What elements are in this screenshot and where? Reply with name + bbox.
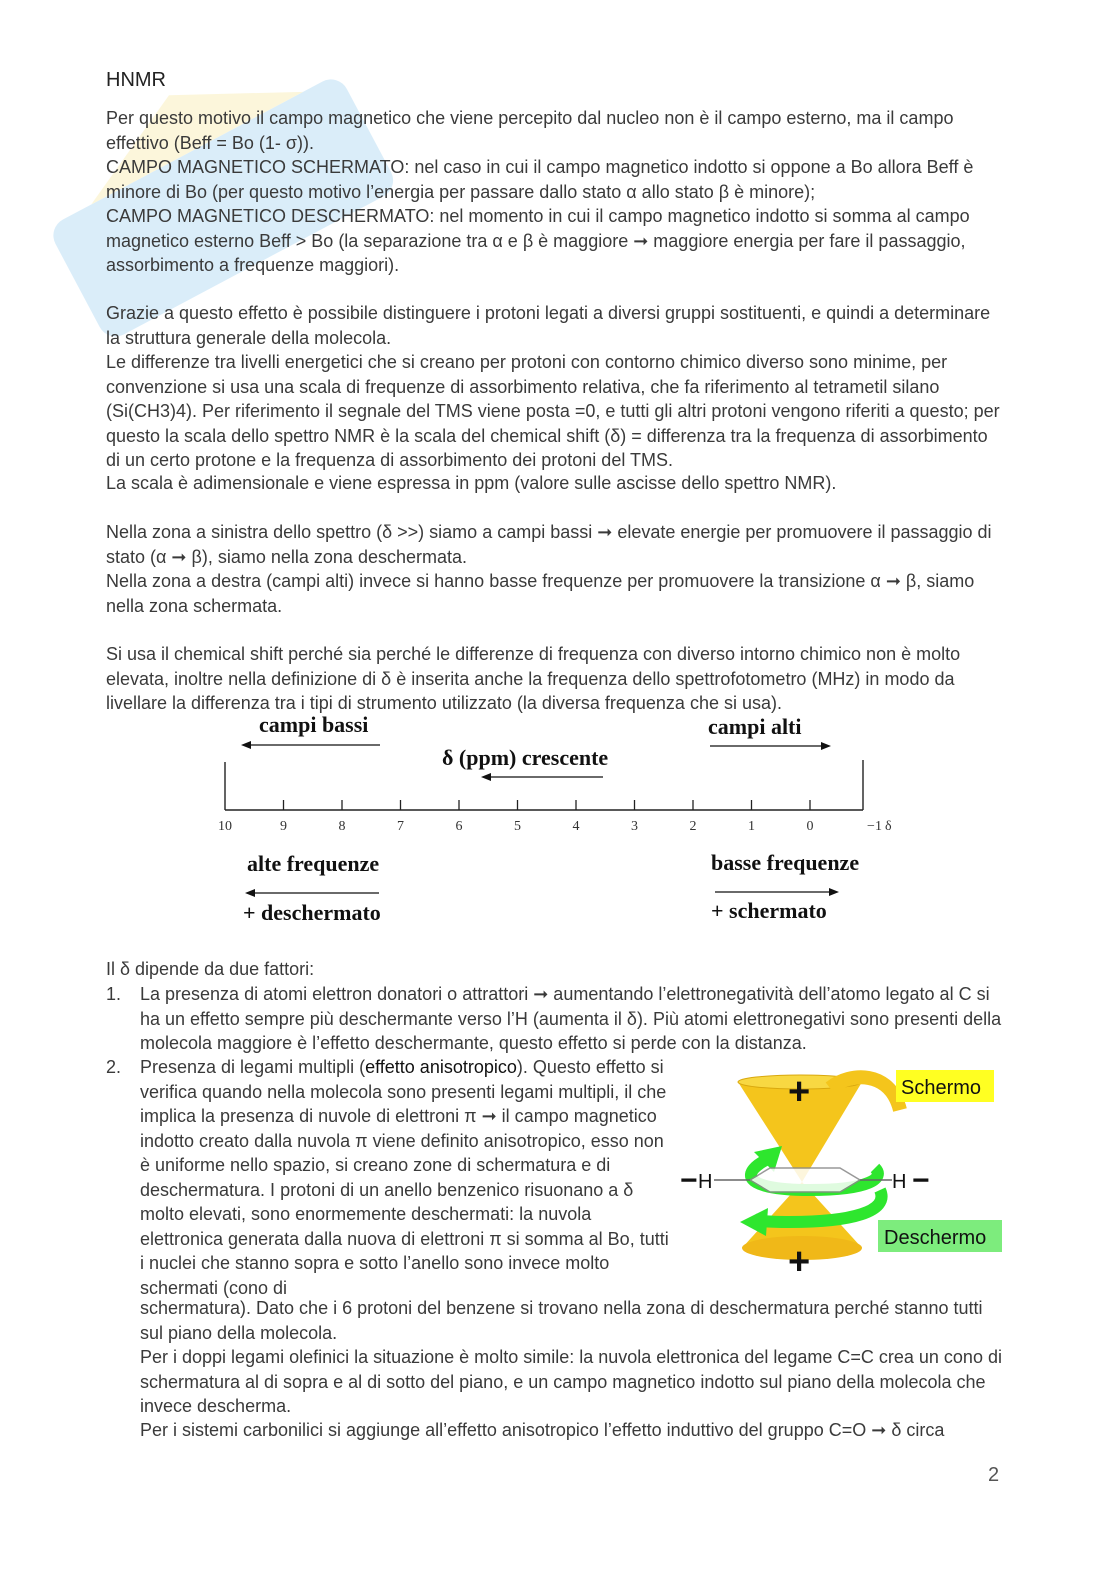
- scale-tick-label: 7: [397, 819, 404, 834]
- arrowhead-alte-frequenze: [245, 889, 255, 897]
- scale-tick-label: 3: [631, 819, 638, 834]
- paragraph-struttura: Grazie a questo effetto è possibile distinguere i protoni legati a diversi gruppi sostituenti, e quindi a determinare la struttura generale della molecola.: [106, 303, 991, 348]
- paragraph-zona-destra: Nella zona a destra (campi alti) invece si hanno basse frequenze per promuovere la transizione α ➞ β, siamo nella zona schermata.: [106, 571, 975, 616]
- list-item-olefinic: Per i doppi legami olefinici la situazione è molto simile: la nuvola elettronica del legame C=C crea un cono di schermatura al di sopra e al di sotto del piano, e un campo magnetico indotto sul piano della molecola che invece descherma.: [140, 1347, 1002, 1416]
- anisotropic-text-pre: Presenza di legami multipli (: [140, 1057, 366, 1077]
- schermo-label: Schermo: [901, 1077, 982, 1099]
- list-item-anisotropic-cont: schermatura). Dato che i 6 protoni del benzene si trovano nella zona di deschermatura perché stanno tutti sul piano della molecola.: [140, 1298, 983, 1343]
- arrowhead-campi-alti: [821, 742, 831, 750]
- paragraph-campo-effettivo: Per questo motivo il campo magnetico che viene percepito dal nucleo non è il campo esterno, ma il campo effettivo (Beff = Bo (1- σ)).: [106, 108, 954, 153]
- scale-tick-label: 9: [280, 819, 287, 834]
- label-alte-frequenze: alte frequenze: [247, 851, 380, 876]
- anisotropy-figure: [680, 1060, 1010, 1285]
- list-number-2: 2.: [106, 1057, 122, 1077]
- plus-top: +: [788, 1071, 811, 1113]
- label-delta-crescente: δ (ppm) crescente: [442, 745, 609, 770]
- scale-tick-label: 0: [806, 819, 814, 834]
- axis-symbol: δ: [885, 819, 892, 834]
- h-left: H: [698, 1171, 713, 1193]
- page-number: 2: [988, 1464, 1000, 1486]
- scale-tick-label: −1: [867, 819, 882, 834]
- minus-left: −: [680, 1164, 698, 1197]
- label-basse-frequenze: basse frequenze: [711, 850, 860, 875]
- lower-green-arrowhead: [740, 1208, 768, 1236]
- plus-bottom: +: [788, 1241, 811, 1283]
- label-schermato: + schermato: [711, 898, 827, 923]
- scale-tick-label: 4: [572, 819, 580, 834]
- minus-right: −: [912, 1164, 930, 1197]
- label-campi-bassi: campi bassi: [259, 712, 369, 737]
- h-right: H: [892, 1171, 907, 1193]
- list-item-anisotropic: [140, 1055, 676, 1300]
- paragraph-fattori: Il δ dipende da due fattori:: [106, 959, 315, 979]
- paragraph-zona-sinistra: Nella zona a sinistra dello spettro (δ >>) siamo a campi bassi ➞ elevate energie per promuovere il passaggio di stato (α ➞ β), siamo nella zona deschermata.: [106, 522, 992, 567]
- paragraph-chemical-shift: Si usa il chemical shift perché sia perché le differenze di frequenza con diverso intorno chimico non è molto elevata, inoltre nella definizione di δ è inserita anche la frequenza dello spettrofotometro (MHz) in modo da livellare la differenza tra i tipi di strumento utilizzato (la diversa frequenza che si usa).: [106, 644, 961, 713]
- arrowhead-basse-frequenze: [829, 888, 839, 896]
- scale-tick-label: 10: [218, 819, 232, 834]
- deschermo-label: Deschermo: [884, 1227, 987, 1249]
- paragraph-ppm: La scala è adimensionale e viene espressa in ppm (valore sulle ascisse dello spettro NMR).: [106, 473, 837, 493]
- scale-tick-label: 5: [514, 819, 521, 834]
- arrowhead-delta-crescente: [481, 773, 491, 781]
- list-number-1: 1.: [106, 984, 122, 1004]
- anisotropic-text-post: ). Questo effetto si verifica quando nella molecola sono presenti legami multipli, il che implica la presenza di nuvole di elettroni π ➞ il campo magnetico indotto creato dalla nuvola π viene definito anisotropico, esso non è uniforme nello spazio, si creano zone di schermatura e di deschermatura. I protoni di un anello benzenico risuonano a δ molto elevati, sono enormemente deschermati: la nuvola elettronica generata dalla nuova di elettroni π si somma al Bo, tutti i nuclei che stanno sopra e sotto l’anello sono invece molto schermati (cono di: [140, 1057, 669, 1298]
- anisotropic-term: effetto anisotropico: [365, 1057, 517, 1077]
- scale-tick-label: 8: [338, 819, 346, 834]
- label-campi-alti: campi alti: [708, 714, 802, 739]
- benzene-ring: [750, 1168, 860, 1192]
- scale-tick-label: 6: [455, 819, 463, 834]
- scale-tick-label: 1: [748, 819, 755, 834]
- arrowhead-campi-bassi: [241, 741, 251, 749]
- list-item-carbonyl: Per i sistemi carbonilici si aggiunge all’effetto anisotropico l’effetto induttivo del gruppo C=O ➞ δ circa: [140, 1420, 945, 1440]
- paragraph-campo-deschermato: CAMPO MAGNETICO DESCHERMATO: nel momento in cui il campo magnetico indotto si somma al campo magnetico esterno Beff > Bo (la separazione tra α e β è maggiore ➞ maggiore energia per fare il passaggio, assorbimento a frequenze maggiori).: [106, 206, 970, 275]
- page-title: HNMR: [106, 69, 166, 91]
- list-item-electronegativity: La presenza di atomi elettron donatori o attrattori ➞ aumentando l’elettronegatività dell’atomo legato al C si ha un effetto sempre più deschermante verso l’H (aumenta il δ). Più atomi elettronegativi sono presenti della molecola maggiore è l’effetto deschermante, questo effetto si perde con la distanza.: [140, 984, 1002, 1053]
- scale-tick-label: 2: [689, 819, 697, 834]
- label-deschermato: + deschermato: [243, 900, 381, 925]
- paragraph-tms: Le differenze tra livelli energetici che si creano per protoni con contorno chimico diverso sono minime, per convenzione si usa una scala di frequenze di assorbimento relativa, che fa riferimento al tetrametil silano (Si(CH3)4). Per riferimento il segnale del TMS viene posta =0, e tutti gli altri protoni vengono riferiti a questo; per questo la scala dello spettro NMR è la scala del chemical shift (δ) = differenza tra la frequenza di assorbimento di un certo protone e la frequenza di assorbimento dei protoni del TMS.: [106, 352, 1000, 470]
- paragraph-campo-schermato: CAMPO MAGNETICO SCHERMATO: nel caso in cui il campo magnetico indotto si oppone a Bo allora Beff è minore di Bo (per questo motivo l’energia per passare dallo stato α allo stato β è minore);: [106, 157, 974, 202]
- chemical-shift-scale: [205, 712, 905, 932]
